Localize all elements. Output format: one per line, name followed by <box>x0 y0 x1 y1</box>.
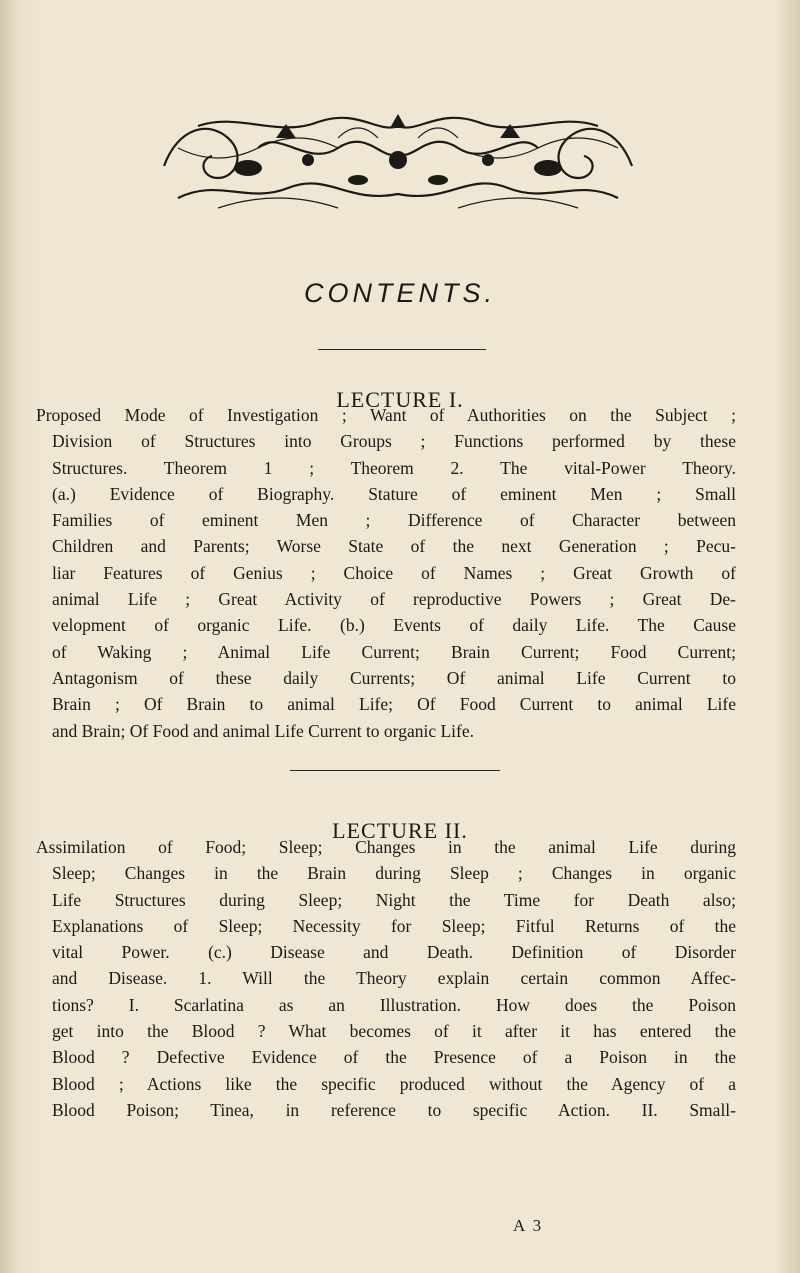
text-line: (a.) Evidence of Biography. Stature of eminent Men ; Small <box>52 483 736 504</box>
text-line: vital Power. (c.) Disease and Death. Definition of Disorder <box>52 942 736 963</box>
lecture-2-summary <box>36 834 736 1123</box>
text-line: Antagonism of these daily Currents; Of animal Life Current to <box>52 667 736 688</box>
divider-rule <box>318 349 486 350</box>
text-line: Children and Parents; Worse State of the next Generation ; Pecu- <box>52 536 736 557</box>
text-line: Structures. Theorem 1 ; Theorem 2. The vital-Power Theory. <box>52 457 736 478</box>
text-line: animal Life ; Great Activity of reproductive Powers ; Great De- <box>52 589 736 610</box>
text-line: Brain ; Of Brain to animal Life; Of Food Current to animal Life <box>52 694 736 715</box>
text-line: Division of Structures into Groups ; Functions performed by these <box>52 431 736 452</box>
divider-rule <box>290 770 500 771</box>
text-line: Blood Poison; Tinea, in reference to specific Action. II. Small- <box>52 1099 736 1120</box>
page-title: CONTENTS. <box>303 278 496 308</box>
text-line: Proposed Mode of Investigation ; Want of Authorities on the Subject ; <box>36 405 736 425</box>
text-line: Explanations of Sleep; Necessity for Sleep; Fitful Returns of the <box>52 915 736 936</box>
text-line: liar Features of Genius ; Choice of Names ; Great Growth of <box>52 562 736 583</box>
text-line: and Disease. 1. Will the Theory explain certain common Affec- <box>52 968 736 989</box>
lecture-1-summary <box>36 402 736 744</box>
text-line: of Waking ; Animal Life Current; Brain Current; Food Current; <box>52 641 736 662</box>
text-line: Life Structures during Sleep; Night the Time for Death also; <box>52 889 736 910</box>
text-line: tions? I. Scarlatina as an Illustration. How does the Poison <box>52 994 736 1015</box>
text-line: Blood ? Defective Evidence of the Presence of a Poison in the <box>52 1047 736 1068</box>
decorative-headpiece-ornament <box>158 108 638 214</box>
text-line: Sleep; Changes in the Brain during Sleep ; Changes in organic <box>52 863 736 884</box>
text-line: get into the Blood ? What becomes of it after it has entered the <box>52 1021 736 1042</box>
text-line: and Brain; Of Food and animal Life Current to organic Life. <box>52 720 474 741</box>
text-line: Families of eminent Men ; Difference of Character between <box>52 510 736 531</box>
lecture-1-heading: LECTURE I. <box>336 387 464 412</box>
signature-mark: A 3 <box>513 1216 544 1235</box>
text-line: Blood ; Actions like the specific produced without the Agency of a <box>52 1073 736 1094</box>
lecture-2-heading: LECTURE II. <box>332 818 468 843</box>
text-line: Assimilation of Food; Sleep; Changes in the animal Life during <box>36 837 736 857</box>
text-line: velopment of organic Life. (b.) Events of daily Life. The Cause <box>52 615 736 636</box>
